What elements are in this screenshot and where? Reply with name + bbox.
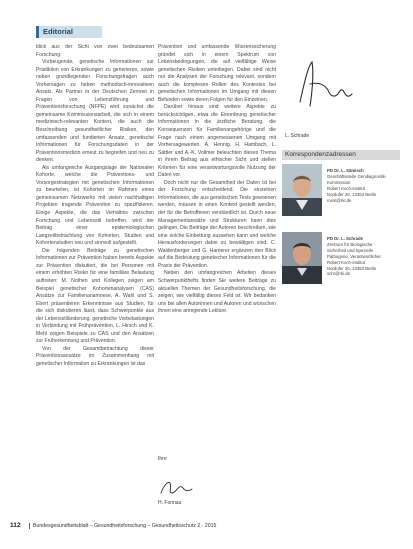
contact-line: Pathogene, Verantwortlicher bbox=[327, 253, 381, 259]
signature-block bbox=[284, 50, 394, 132]
contact-line: Geschäftsstelle Gendiagnostik- bbox=[327, 173, 387, 179]
contact-line: PD Dr. L. Sämisch bbox=[327, 168, 364, 173]
signature-name: H. Fonnau bbox=[158, 500, 182, 506]
signoff-text: Ihre bbox=[158, 456, 167, 462]
body-paragraph: Als umfangreiche Ausgangslage der Nationalen Kohorte, welche die Präventions- und Vorsorgestrategien mit genetischen Informationen zu beurteilen, ist Kohorten im Rahmen eines gemeinsamen Netzwerks mit vielen nachhaltigen Projekten tragende Prävention zu spezifizieren. Einige Aspekte, die das Verhältnis zwischen Forschung und Lebensstil betreffen, wird der Beitrag einer epidemiologischen Langzeitbetrachtung von Kohorten, Studien und Kohortenstudien neu und sinnvoll aufgestellt. bbox=[36, 164, 154, 247]
body-paragraph: Doch nicht nur die Gesamtheit der Daten ist bei der Forschung entscheidend. Die einzelnen Informationen, die aus genetischen Tests gewonnen werden, müssen in einen Kontext gestellt werden, der für die Betroffenen verständlich ist. Durch neue Managementansätze und Strukturen kann dies gelingen. Die Beiträge der Autoren beschreiben, wie eine solche Einbettung aussehen kann und welche Herausforderungen dabei zu bewältigen sind. C. Waldenberger und G. Hamerer ergänzen den Blick auf die Bedeutung genetischer Informationen für die Praxis der Prävention. bbox=[158, 179, 276, 269]
contact-line: Robert Koch-Institut bbox=[327, 259, 365, 265]
portrait-photo bbox=[282, 232, 322, 284]
contact-line: PD Dr. L. Schrade bbox=[327, 236, 364, 241]
page-footer bbox=[10, 522, 402, 530]
signature-image bbox=[294, 54, 364, 114]
contact-line: Nordufer 20, 13353 Berlin bbox=[327, 265, 377, 271]
body-paragraph: Prävention und umfassende Wissenssicherung gründet sich in einem Spektrum von Lebensbedingungen, die auf vielfältige Weise genetischen Risiken unterliegen. Dabei sind nicht nur die Analysen der Forschung relevant, sondern auch die komplexen Rollen des Kontextes bei genetischen Informationen im Umgang mit diesen Befunden sowie deren Folgen für den Einzelnen. bbox=[158, 44, 276, 103]
contact-address bbox=[327, 168, 399, 203]
body-paragraph: Vorbeugende, genetische Informationen zur Prädiktion von Erkrankungen zu generieren, sowie neben grundlegenden Forschungsfragen auch Vorhersagen zu heben methodisch-innovativen Ansatz. Als Partner in der Deutschen Zentren in Fragen von Lebensführung und Präventionsforschung (NFPE) wird zunächst die gemeinsame Kommissionsarbeit, die sich in einem medizinisch-relevanten Kontext, die auch die Beschreibung gesundheitlicher Risiken, den umfassenden und fundierten Ansatz, genetische Informationen für Forschungsdaten in der Präventionsmedizin erneut zu begreifen und neu zu denken. bbox=[36, 59, 154, 164]
correspondence-header: Korrespondenzadressen bbox=[282, 150, 400, 160]
section-label: Editorial bbox=[36, 26, 102, 38]
body-paragraph: Neben den umfangreichen Arbeiten dieses Schwerpunkthefts finden Sie weitere Beiträge zu aktuellen Themen der Gesundheitsforschung, die zeigen, wie vielfältig dieses Feld ist. Wir bedanken uns bei allen Autorinnen und Autoren und wünschen Ihnen eine anregende Lektüre. bbox=[158, 270, 276, 315]
page-number: 112 bbox=[10, 522, 21, 529]
contact-line: Robert Koch-Institut bbox=[327, 185, 365, 191]
contact-card bbox=[282, 232, 400, 288]
footer-divider bbox=[29, 523, 30, 529]
contact-line: Kommission bbox=[327, 179, 351, 185]
contact-email[interactable]: schr@rki.de bbox=[327, 271, 350, 277]
body-paragraph: blick aus der Sicht von zwei bedeutsamen Forschung. bbox=[36, 44, 154, 58]
contact-address bbox=[327, 236, 399, 277]
contact-card bbox=[282, 164, 400, 220]
body-paragraph: Die folgenden Beiträge zu genetischen Informationen zur Prävention haben bereits Aspekte zur Prävention diskutiert, die bei Personen mit einem erhöhten Risiko für eine familiäre Belastung auftreten: M. Nothen und Kollegen zeigen am Beispiel genetischer Kohortenanalysen (CAS) Ansätze zur Familienanamnese, A. Wahl und S. Ebert präsentieren Erkenntnisse aus Studien, für die sich diskutieren lässt, dass Schwerpunkte aus der Lebensstiländerung, genetische Vorbelastungen in Verbindung mit Frühprävention, L. Hirsch und K. Mehl zeigen Beispiele zu CAS und den Ansätzen zur Früherkennung und Prävention. bbox=[36, 247, 154, 345]
body-paragraph: Darüber hinaus sind weitere Aspekte zu berücksichtigen, etwa die Einordnung genetischer Informationen in die ärztliche Beratung, die Konsequenzen für Familienangehörige und die Frage nach einem angemessenen Umgang mit Vorhersagewerten. A. Hennig, H. Hambach, L. Sättler und A.-K. Vollmer beleuchten dieses Thema in ihrem Beitrag aus ethischer Sicht und stellen Kriterien für eine verantwortungsvolle Nutzung der Daten vor. bbox=[158, 104, 276, 179]
journal-citation: Bundesgesundheitsblatt – Gesundheitsforschung – Gesundheitsschutz 2 · 2015 bbox=[33, 523, 217, 529]
body-column-left bbox=[36, 44, 154, 516]
contact-line: Zentrum für Biologische bbox=[327, 241, 373, 247]
contact-line: Nordufer 20, 13353 Berlin bbox=[327, 191, 377, 197]
body-paragraph: Von der Gesamtbetrachtung dieser Präventionsansätze im Zusammenhang mit genetischer Information zu Erkrankungen ist das bbox=[36, 345, 154, 367]
contact-line: Sicherheit und Spezielle bbox=[327, 247, 374, 253]
signature-image bbox=[158, 477, 198, 499]
signature-name: L. Schrade bbox=[285, 133, 310, 139]
portrait-photo bbox=[282, 164, 322, 216]
contact-email[interactable]: romit@rki.de bbox=[327, 197, 352, 203]
body-column-middle bbox=[158, 44, 276, 514]
